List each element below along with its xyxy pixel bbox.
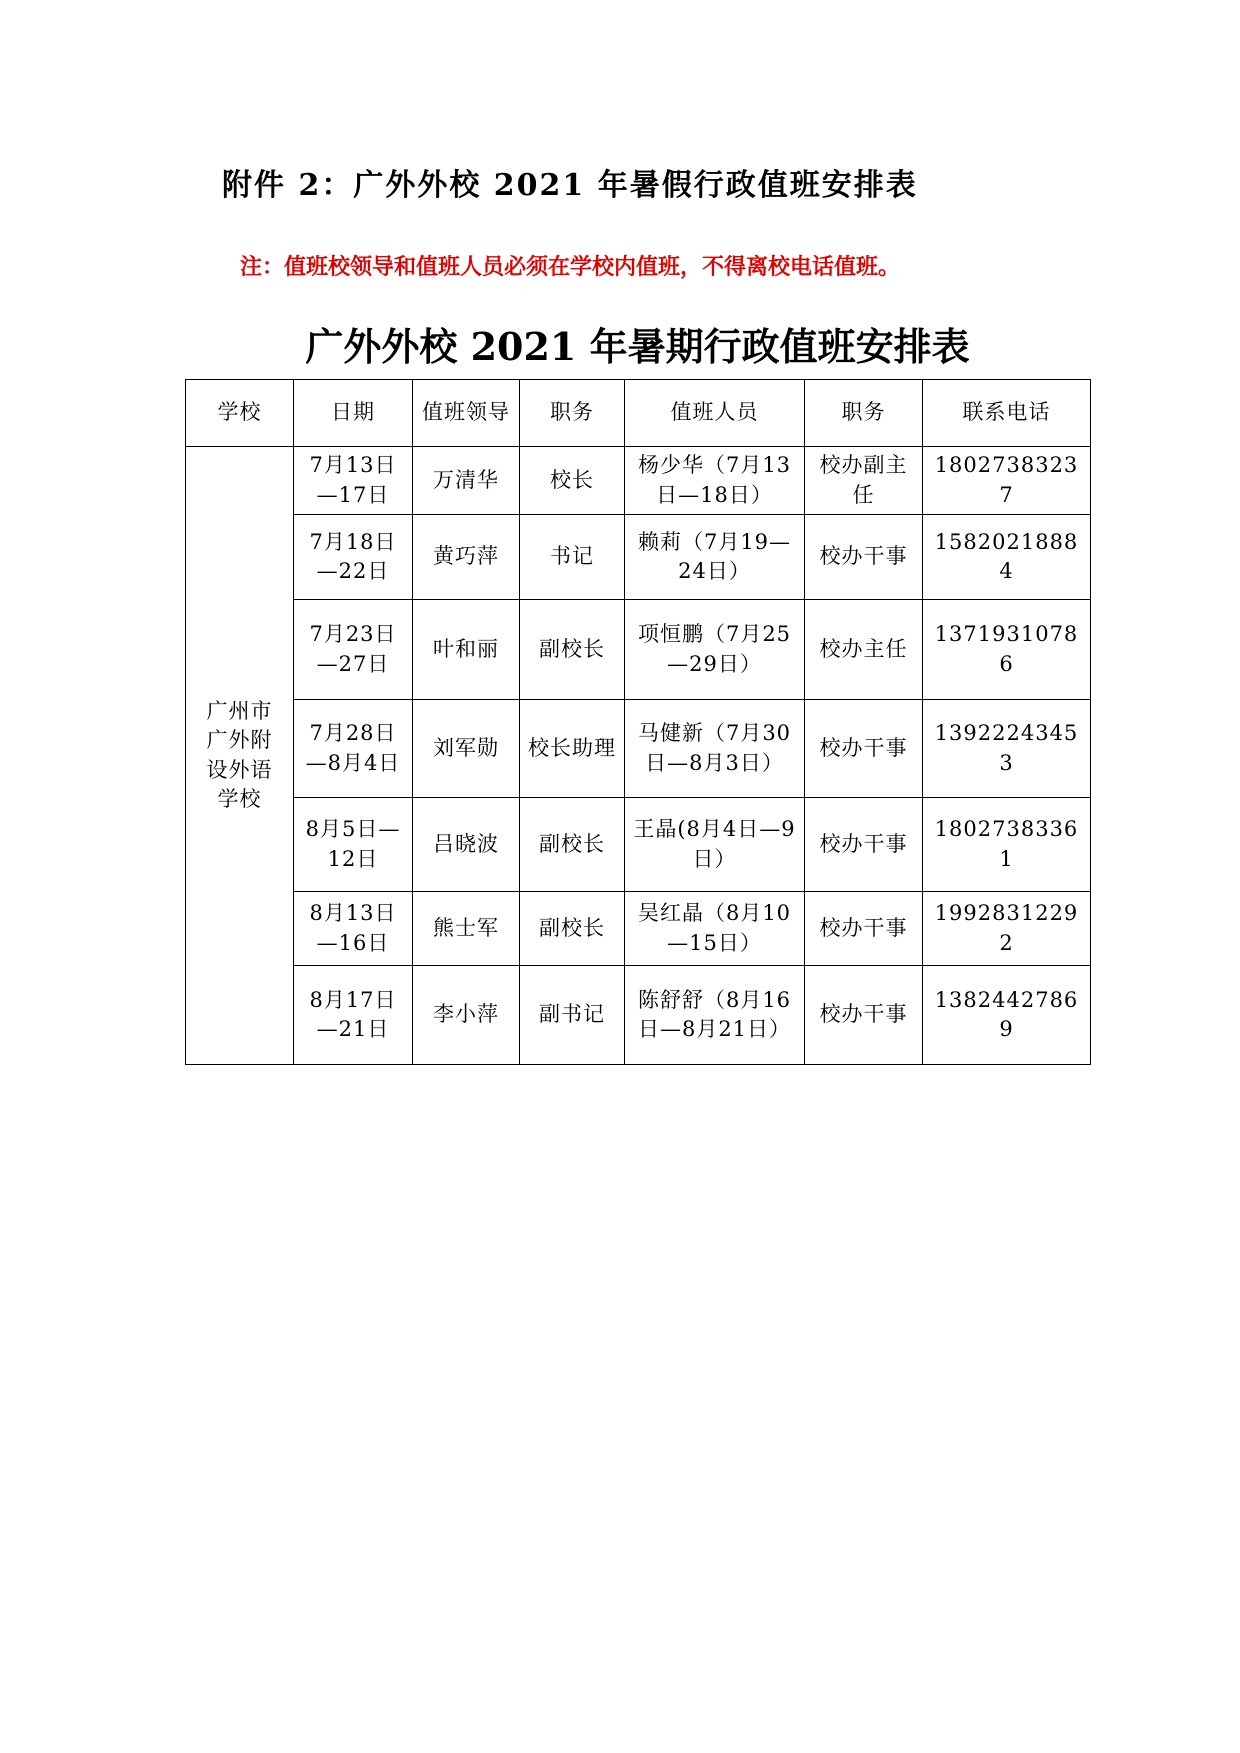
- duty-note: 注：值班校领导和值班人员必须在学校内值班，不得离校电话值班。: [240, 254, 901, 280]
- table-row: [186, 966, 1091, 1065]
- table-header-row: [186, 380, 1091, 447]
- date-cell: 7月28日—8月4日: [294, 700, 413, 798]
- attachment-heading: 附件 2：广外外校 2021 年暑假行政值班安排表: [222, 168, 918, 203]
- phone-cell: 18027383361: [923, 798, 1091, 892]
- date-cell: 8月5日—12日: [294, 798, 413, 892]
- school-name-cell: 广州市广外附设外语学校: [186, 447, 294, 1065]
- staff-cell: 吴红晶（8月10—15日）: [625, 892, 805, 966]
- leader-cell: 吕晓波: [413, 798, 520, 892]
- table-row: [186, 700, 1091, 798]
- phone-cell: 19928312292: [923, 892, 1091, 966]
- staff-title-cell: 校办干事: [805, 892, 923, 966]
- staff-title-cell: 校办干事: [805, 966, 923, 1065]
- staff-cell: 马健新（7月30日—8月3日）: [625, 700, 805, 798]
- date-cell: 7月18日—22日: [294, 515, 413, 600]
- phone-cell: 13824427869: [923, 966, 1091, 1065]
- header-date: 日期: [294, 380, 413, 447]
- table-row: [186, 447, 1091, 515]
- leader-cell: 叶和丽: [413, 600, 520, 700]
- table-row: [186, 600, 1091, 700]
- staff-title-cell: 校办干事: [805, 798, 923, 892]
- header-phone: 联系电话: [923, 380, 1091, 447]
- leader-title-cell: 副书记: [520, 966, 625, 1065]
- duty-schedule-table: [185, 379, 1091, 1065]
- leader-title-cell: 副校长: [520, 600, 625, 700]
- leader-cell: 黄巧萍: [413, 515, 520, 600]
- header-leader-title: 职务: [520, 380, 625, 447]
- staff-title-cell: 校办副主任: [805, 447, 923, 515]
- leader-title-cell: 副校长: [520, 892, 625, 966]
- leader-cell: 李小萍: [413, 966, 520, 1065]
- leader-cell: 刘军勋: [413, 700, 520, 798]
- table-row: [186, 892, 1091, 966]
- header-staff: 值班人员: [625, 380, 805, 447]
- date-cell: 8月17日—21日: [294, 966, 413, 1065]
- staff-cell: 赖莉（7月19—24日）: [625, 515, 805, 600]
- phone-cell: 13719310786: [923, 600, 1091, 700]
- leader-title-cell: 校长: [520, 447, 625, 515]
- phone-cell: 18027383237: [923, 447, 1091, 515]
- leader-cell: 熊士军: [413, 892, 520, 966]
- leader-title-cell: 校长助理: [520, 700, 625, 798]
- header-school: 学校: [186, 380, 294, 447]
- staff-cell: 王晶(8月4日—9日）: [625, 798, 805, 892]
- leader-cell: 万清华: [413, 447, 520, 515]
- table-row: [186, 515, 1091, 600]
- staff-title-cell: 校办主任: [805, 600, 923, 700]
- phone-cell: 15820218884: [923, 515, 1091, 600]
- staff-cell: 杨少华（7月13日—18日）: [625, 447, 805, 515]
- table-row: [186, 798, 1091, 892]
- header-staff-title: 职务: [805, 380, 923, 447]
- staff-cell: 项恒鹏（7月25—29日）: [625, 600, 805, 700]
- date-cell: 8月13日—16日: [294, 892, 413, 966]
- staff-title-cell: 校办干事: [805, 700, 923, 798]
- leader-title-cell: 副校长: [520, 798, 625, 892]
- staff-title-cell: 校办干事: [805, 515, 923, 600]
- table-title: 广外外校 2021 年暑期行政值班安排表: [305, 324, 970, 369]
- header-leader: 值班领导: [413, 380, 520, 447]
- leader-title-cell: 书记: [520, 515, 625, 600]
- phone-cell: 13922243453: [923, 700, 1091, 798]
- date-cell: 7月23日—27日: [294, 600, 413, 700]
- date-cell: 7月13日—17日: [294, 447, 413, 515]
- staff-cell: 陈舒舒（8月16日—8月21日）: [625, 966, 805, 1065]
